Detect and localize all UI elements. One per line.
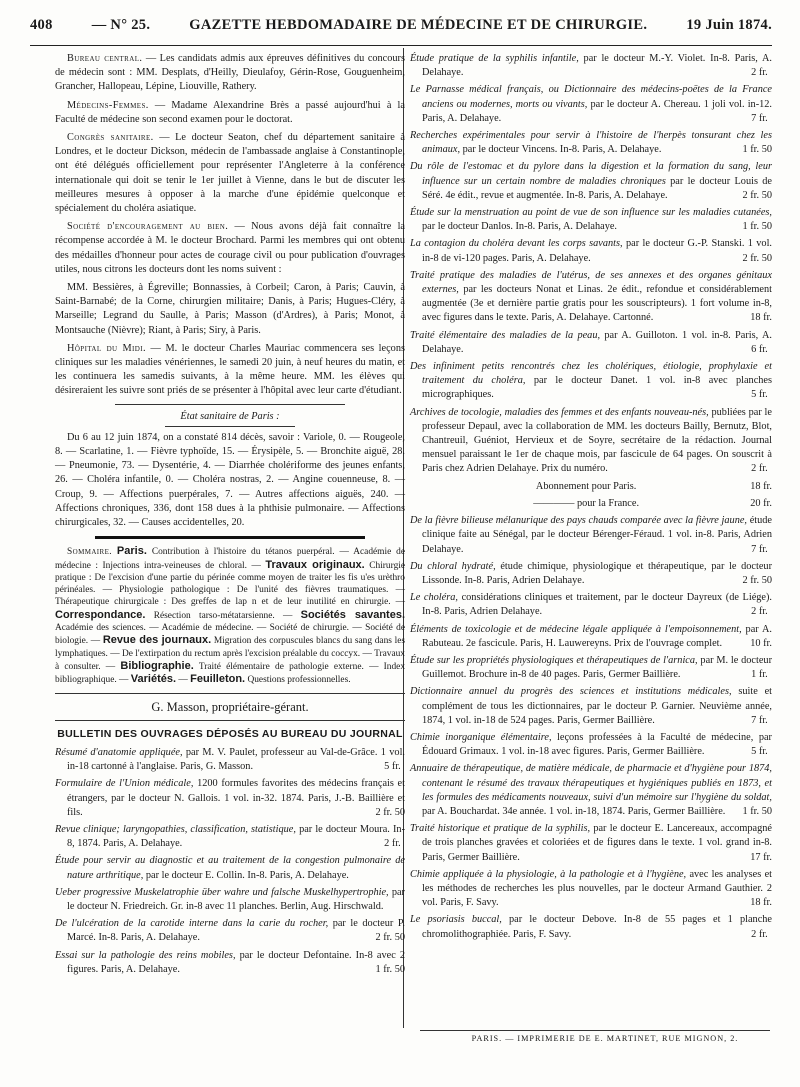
bulletin-entry [410, 360, 772, 403]
sommaire-varietes: Variétés. [130, 673, 177, 686]
entry-price: 2 fr. [751, 606, 768, 618]
entry-title: Essai sur la pathologie des reins mobiles, [55, 949, 236, 961]
entry-price: 1 fr. 50 [742, 221, 772, 233]
news-item-medecins-femmes [55, 99, 405, 127]
entry-price: 2 fr. 50 [375, 806, 405, 818]
bulletin-list-right [410, 52, 772, 942]
bulletin-entry [55, 949, 405, 977]
entry-text: par A. Guilloton. 1 vol. in-8. Paris, A. Delahaye. [422, 329, 773, 355]
entry-price: 20 fr. [750, 497, 772, 509]
news-head: Bureau central. [67, 53, 143, 64]
news-head: Médecins-Femmes. [67, 99, 149, 111]
bulletin-entry [410, 623, 772, 651]
sommaire-societes: Sociétés savantes. [300, 608, 405, 621]
issue-number: — N° 25. [91, 16, 151, 33]
entry-text: Abonnement pour Paris. [535, 480, 637, 492]
signature-rule [55, 693, 405, 694]
bulletin-entry [410, 480, 772, 494]
news-item-congres-sanitaire [55, 131, 405, 216]
bulletin-entry [410, 406, 772, 477]
sommaire-bibliographie: Bibliographie. [120, 659, 194, 672]
news-item-societe-encouragement [55, 220, 405, 277]
entry-title: Étude pratique de la syphilis infantile, [410, 53, 579, 64]
entry-title: Le psoriasis buccal, [410, 914, 502, 926]
entry-price: 7 fr. [751, 112, 768, 124]
entry-text: par A. Rabuteau. 2e fascicule. Paris, H. Lauwereyns. Prix de l'ouvrage complet. [422, 623, 772, 649]
bulletin-entry [55, 746, 405, 774]
entry-price: 2 fr. 50 [742, 574, 772, 586]
sommaire-travaux: Travaux originaux. [265, 558, 365, 571]
entry-title: Traité pratique des maladies de l'utérus, de ses annexes et des organes génitaux externes, [410, 269, 772, 296]
entry-text: par le docteur Debove. In-8 de 55 pages et 1 planche chromolithographiée. Paris, F. Savy. [422, 914, 772, 940]
news-item-hopital-midi [55, 342, 405, 399]
entry-price: 18 fr. [750, 480, 772, 492]
entry-title: De l'ulcération de la carotide interne dans la carie du rocher, [55, 918, 329, 930]
entry-text: par le docteur Vincens. In-8. Paris, A. Delahaye. [462, 144, 662, 156]
entry-title: Résumé d'anatomie appliquée, [55, 746, 183, 758]
sommaire: Sommaire. Paris. Contribution à l'histoire du tétanos puerpéral. — Académie de médecine : Injections intra-veineuses de chloral. — Travaux originaux. Chirurgie pratique : De l'excision d'une partie du périnée comme moyen de traiter les fis u'es urèthro périnéales. — Physiologie pathologique : De l'unité des fièvres traumatiques. — Thérapeutique chirurgicale : Des greffes de lap n et de leur inutilité en chirurgie. — Correspondance. Résection tarso-métatarsienne. — Sociétés savantes. Académie des sciences. — Académie de médecine. — Société de chirurgie. — Société de biologie. — Revue des journaux. Migration des corpuscules blancs du sang dans les lymphatiques. — De l'extirpation du rectum après l'excision préalable du coccyx. — Travaux à consulter. — Bibliographie. Traité élémentaire de pathologie externe. — Index bibliographique. — Variétés. — Feuilleton. Questions professionnelles. [55, 545, 406, 686]
entry-title: Des infiniment petits rencontrés chez les cholériques, étiologie, prophylaxie et traitement du choléra, [410, 361, 772, 387]
bulletin-entry [55, 777, 405, 820]
bulletin-entry [410, 913, 772, 941]
entry-price: 2 fr. 50 [742, 189, 772, 201]
entry-text: par le docteur E. Collin. In-8. Paris, A. Delahaye. [145, 869, 349, 881]
etat-sanitaire-title: État sanitaire de Paris : [180, 410, 280, 422]
sommaire-feuilleton: Feuilleton. [190, 673, 246, 686]
entry-text: par le docteur Danlos. In-8. Paris, A. Delahaye. [422, 221, 618, 233]
entry-text: publiées par le professeur Depaul, avec la collaboration de MM. les docteurs Bailly, Bernutz, Blot, Chantreuil, Guéniot, Hervieux et de Soyre, secrétaire de la rédaction. Journal mensuel paraissant le 1er de chaque mois, par fascicule de 64 pages. On souscrit à Paris chez Adrien Delahaye. Prix du numéro. [422, 406, 772, 475]
entry-price: 2 fr. [384, 838, 401, 850]
entry-price: 2 fr. 50 [742, 252, 772, 264]
news-head: Hôpital du Midi. [67, 342, 146, 354]
entry-title: Éléments de toxicologie et de médecine légale appliquée à l'empoisonnement, [410, 623, 742, 635]
news-text: — Nous avons déjà fait connaître la récompense accordée à M. le docteur Brochard. Parmi les membres qui ont obtenu des médailles d'honneur pour actes de courage civil ou pour publication d'ouvrages utiles, nous citrons les docteurs dont les noms suivent : [55, 221, 406, 275]
sommaire-text: Migration des corpuscules blancs du sang dans les lymphatiques. — De l'extirpation du rectum après l'excision préalable du coccyx. — Travaux à consulter. — [55, 636, 406, 672]
imprint-rule [420, 1030, 770, 1031]
entry-title: Revue clinique; laryngopathies, classification, statistique, [55, 823, 296, 835]
entry-price: 5 fr. [751, 389, 768, 401]
entry-text: par le docteur M.-Y. Violet. In-8. Paris, A. Delahaye. [422, 53, 772, 79]
sommaire-text: Académie des sciences. — Académie de médecine. — Société de chirurgie. — Société de biologie. — [55, 623, 405, 647]
entry-text: par M. le docteur Guillemot. Brochure in-8 de 40 pages. Paris, Germer Baillière. [422, 654, 773, 681]
bulletin-entry [55, 823, 405, 851]
entry-price: 7 fr. [751, 714, 768, 726]
entry-price: 2 fr. [751, 928, 768, 940]
bulletin-entry [410, 868, 772, 911]
sommaire-text: Contribution à l'histoire du tétanos puerpéral. — Académie de médecine : Injections intra-veineuses de chloral. — [55, 547, 406, 571]
entry-text: étude clinique faite au Sénégal, par le docteur Bérenger-Féraud. 1 vol. in-8. Paris, Adrien Delahaye. [422, 515, 772, 555]
entry-title: Formulaire de l'Union médicale, [55, 778, 194, 790]
etat-rule [165, 426, 295, 427]
entry-title: La contagion du choléra devant les corps savants, [410, 238, 623, 250]
entry-text: leçons professées à la Faculté de médecine, par Édouard Grimaux. 1 vol. in-18 avec figures. Paris, Germer Baillière. [422, 731, 772, 758]
entry-title: Chimie appliquée à la physiologie, à la pathologie et à l'hygiène, [410, 868, 687, 880]
entry-price: 1 fr. 50 [742, 805, 772, 817]
entry-title: Dictionnaire annuel du progrès des sciences et institutions médicales, [410, 686, 732, 698]
entry-price: 1 fr. [751, 669, 768, 681]
entry-title: Du chloral hydraté, [410, 560, 496, 572]
news-text: — Les candidats admis aux épreuves définitives du concours de médecin sont : MM. Desplats, d'Heilly, Dieulafoy, Gérin-Rose, Gouguenheim, Grancher, Hallopeau, Lépine, Liouville, Rathery. [55, 53, 405, 93]
news-text: — Le docteur Seaton, chef du département sanitaire à Londres, et le docteur Dickson, médecin de l'ambassade anglaise à Constantinople, ont été délégués officiellement pour représenter l'Angleterre à la conférence internationale qui doit se tenir le 1er juillet à Vienne, dans le but de discuter les meilleures mesures à opposer à la marche d'une épidémie quelconque et spécialement du choléra asiatique. [55, 132, 405, 215]
bulletin-entry [55, 854, 405, 882]
news-text: — Madame Alexandrine Brès a passé aujourd'hui à la Faculté de médecine son second examen pour le doctorat. [55, 99, 405, 125]
entry-price: 2 fr. 50 [375, 932, 405, 944]
entry-price: 10 fr. [750, 637, 772, 649]
entry-price: 6 fr. [751, 343, 768, 355]
bulletin-entry [410, 206, 772, 234]
bulletin-entry [410, 822, 772, 865]
entry-price: 2 fr. [751, 67, 768, 79]
entry-title: Chimie inorganique élémentaire, [410, 731, 552, 743]
imprint: PARIS. — IMPRIMERIE DE E. MARTINET, RUE MIGNON, 2. [471, 1034, 739, 1043]
entry-text: par le docteur Louis de Séré. 4e édit., revue et augmentée. In-8. Paris, A. Delahaye. [422, 175, 772, 201]
entry-price: 2 fr. [751, 463, 768, 475]
entry-text: considérations cliniques et traitement, par le docteur Dayreux (de Liége). In-8. Paris, Adrien Delahaye. [422, 592, 772, 618]
entry-text: avec les analyses et les méthodes de recherches les plus nouvelles, par le docteur Armand Gauthier. 2 vol. Paris, F. Savy. [422, 868, 773, 909]
entry-text: par M. V. Paulet, professeur au Val-de-Grâce. 1 vol. in-18 cartonné à l'anglaise. Paris, G. Masson. [67, 746, 406, 773]
page-header [30, 10, 772, 40]
bulletin-entry [410, 731, 772, 759]
etat-sanitaire-text: Du 6 au 12 juin 1874, on a constaté 814 décès, savoir : Variole, 0. — Rougeole, 8. — Scarlatine, 1. — Fièvre typhoïde, 15. — Érysipèle, 5. — Bronchite aiguë, 28. — Pneumonie, 73. — Dysentérie, 4. — Diarrhée cholériforme des jeunes enfants, 26. — Choléra infantile, 0. — Choléra nostras, 2. — Angine couenneuse, 8. — Croup, 9. — Affections puerpérales, 7. — Autres affections aiguës, 240. — Affections chroniques, 336, dont 158 dues à la phthisie pulmonaire. — Affections chirurgicales, 32. — Causes accidentelles, 20. [55, 431, 405, 529]
bulletin-entry [410, 52, 772, 80]
section-thick-rule [95, 536, 365, 539]
entry-price: 17 fr. [750, 851, 772, 863]
sommaire-text: Chirurgie pratique : De l'excision d'une partie du périnée comme moyen de traiter les fis u'es urèthro périnéales. — Physiologie pathologique : De l'unité des fièvres traumatiques. — Thérapeutique chirurgicale : Des greffes de lap n et de leur inutilité en chirurgie. — [55, 560, 406, 608]
entry-text: par les docteurs Nonat et Linas. 2e édit., refondue et considérablement augmentée (3e et dernière partie gratis pour les souscripteurs). 1 fort volume in-8, avec figures dans le texte. Paris, A. Delahaye. Cartonné. [422, 284, 772, 324]
entry-text: 1200 formules favorites des médecins français et étrangers, par le docteur N. Gallois. 1 vol. in-32. 1874. Paris, J.-B. Baillière et fils. [67, 778, 405, 818]
bulletin-entry [410, 237, 772, 265]
entry-title: Traité élémentaire des maladies de la peau, [410, 329, 601, 341]
bulletin-list-left [55, 746, 405, 977]
news-item-bureau-central [55, 52, 405, 95]
bulletin-entry [410, 83, 772, 126]
entry-text: suite et complément de tous les dictionnaires, par le docteur P. Garnier. Neuvième année, 1874, 1 vol. in-18 de 524 pages. Paris, Germer Baillière. [422, 686, 772, 726]
entry-price: 18 fr. [750, 897, 772, 909]
entry-title: Archives de tocologie, maladies des femmes et des enfants nouveau-nés, [410, 406, 709, 418]
sommaire-paris: Paris. [116, 545, 147, 558]
entry-text: par A. Bouchardat. 34e année. 1 vol. in-18, 1874. Paris, Germer Baillière. [422, 805, 726, 817]
bulletin-entry [410, 654, 772, 682]
header-rule [30, 45, 772, 46]
entry-title: Annuaire de thérapeutique, de matière médicale, de pharmacie et d'hygiène pour 1874, contenant le résumé des travaux thérapeutiques et hygiéniques publiés en 1873, et les formules des médicaments nouveaux, suivi d'un mémoire sur l'hygiène du soldat, [410, 763, 772, 803]
bulletin-entry [410, 591, 772, 619]
bulletin-entry [55, 917, 405, 945]
bulletin-entry [410, 329, 772, 357]
entry-price: 7 fr. [751, 543, 768, 555]
entry-title: Ueber progressive Muskelatrophie über wahre und falsche Muskelhypertrophie, [55, 886, 389, 898]
bulletin-title: BULLETIN DES OUVRAGES DÉPOSÉS AU BUREAU DU JOURNAL [57, 727, 403, 740]
bulletin-entry [410, 129, 772, 157]
entry-price: 5 fr. [384, 761, 401, 773]
entry-title: Étude pour servir au diagnostic et au traitement de la congestion pulmonaire de nature arthritique, [55, 855, 405, 881]
entry-text: par le docteur E. Lancereaux, accompagné de trois planches gravées et coloriées et de figures dans le texte. 1 vol. grand in-8. Paris, Germer Baillière. [422, 823, 772, 863]
signature-rule-bottom [55, 720, 405, 721]
news-head: Congrès sanitaire. [67, 132, 154, 144]
sommaire-correspondance: Correspondance. [55, 608, 146, 621]
entry-text: ———— pour la France. [533, 497, 640, 509]
entry-title: Traité historique et pratique de la syphilis, [410, 823, 591, 835]
entry-text: par le docteur A. Chereau. 1 joli vol. in-12. Paris, A. Delahaye. [422, 98, 772, 124]
news-item-medal-list: MM. Bessières, à Égreville; Bonnassies, à Corbeil; Caron, à Paris; Cauvin, à Saint-Barnabé; de la Corne, chirurgien militaire; Danis, à Paris; Hugues-Cléry, à Marseille; Legrand du Saulle, à Paris; Masson (d'Ardres), à Paris; Monot, à Montsauche (Nièvre); Riant, à Paris; Siry, à Paris. [55, 282, 405, 336]
news-head: Société d'encouragement au bien. [67, 221, 229, 233]
entry-text: par le docteur Danet. 1 vol. in-8 avec planches micrographiques. [422, 375, 772, 401]
bulletin-entry [410, 560, 772, 588]
sommaire-text: Résection tarso-métatarsienne. — [153, 610, 293, 621]
news-text: — M. le docteur Charles Mauriac commencera ses leçons cliniques sur les maladies vénériennes, le samedi 20 juin, à neuf heures du matin, et les continuera les samedis suivants, à la même heure. MM. les élèves qui désireraient les suivre sont priés de se présenter à l'hôpital avec leur carte d'étudiant. [55, 342, 405, 397]
entry-price: 18 fr. [750, 312, 772, 324]
sommaire-text: Traité élémentaire de pathologie externe. — Index bibliographique. — [55, 661, 406, 686]
signature: G. Masson, propriétaire-gérant. [151, 699, 309, 714]
bulletin-entry [410, 497, 772, 511]
entry-title: Étude sur la menstruation au point de vue de son influence sur les maladies cutanées, [410, 207, 772, 219]
sommaire-label: Sommaire. [67, 547, 112, 558]
entry-title: Étude sur les propriétés physiologiques et thérapeutiques de l'arnica, [410, 654, 698, 666]
bulletin-entry [410, 762, 772, 819]
right-column [410, 52, 772, 945]
entry-title: De la fièvre bilieuse mélanurique des pays chauds comparée avec la fièvre jaune, [410, 515, 747, 527]
bulletin-entry [410, 160, 772, 203]
entry-price: 1 fr. 50 [375, 963, 405, 975]
sommaire-text: Questions professionnelles. [247, 675, 351, 686]
entry-text: par le docteur P. Marcé. In-8. Paris, A. Delahaye. [67, 918, 405, 944]
entry-text: étude chimique, physiologique et thérapeutique, par le docteur Lissonde. In-8. Paris, Adrien Delahaye. [422, 560, 773, 586]
entry-title: Recherches expérimentales pour servir à l'histoire de l'herpès tonsurant chez les animaux, [410, 130, 772, 156]
entry-title: Du rôle de l'estomac et du pylore dans la digestion et la formation du sang, leur influence sur un certain nombre de maladies chroniques [410, 161, 772, 187]
journal-title: GAZETTE HEBDOMADAIRE DE MÉDECINE ET DE CHIRURGIE. [189, 16, 648, 33]
entry-title: Le Parnasse médical français, ou Dictionnaire des médecins-poëtes de la France anciens ou modernes, morts ou vivants, [410, 84, 772, 110]
entry-text: par le docteur Defontaine. In-8 avec 2 figures. Paris, A. Delahaye. [67, 949, 405, 975]
entry-price: 5 fr. [751, 746, 768, 758]
entry-price: 1 fr. 50 [742, 144, 772, 156]
bulletin-entry [410, 269, 772, 326]
entry-text: par le docteur Moura. In-8, 1874. Paris, A. Delahaye. [67, 823, 405, 850]
bulletin-entry [410, 514, 772, 557]
bulletin-entry [55, 886, 405, 914]
bulletin-entry [410, 685, 772, 728]
entry-text: par le docteur G.-P. Stanski. 1 vol. in-8 de vi-120 pages. Paris, A. Delahaye. [422, 238, 773, 264]
sommaire-revue: Revue des journaux. [102, 634, 212, 647]
entry-title: Le choléra, [410, 592, 458, 604]
issue-date: 19 Juin 1874. [686, 16, 772, 33]
left-column [55, 52, 405, 980]
entry-text: par le docteur N. Friedreich. Gr. in-8 avec 11 planches. Berlin, Aug. Hirschwald. [67, 886, 405, 912]
page-number: 408 [30, 16, 53, 33]
section-rule [115, 404, 345, 405]
